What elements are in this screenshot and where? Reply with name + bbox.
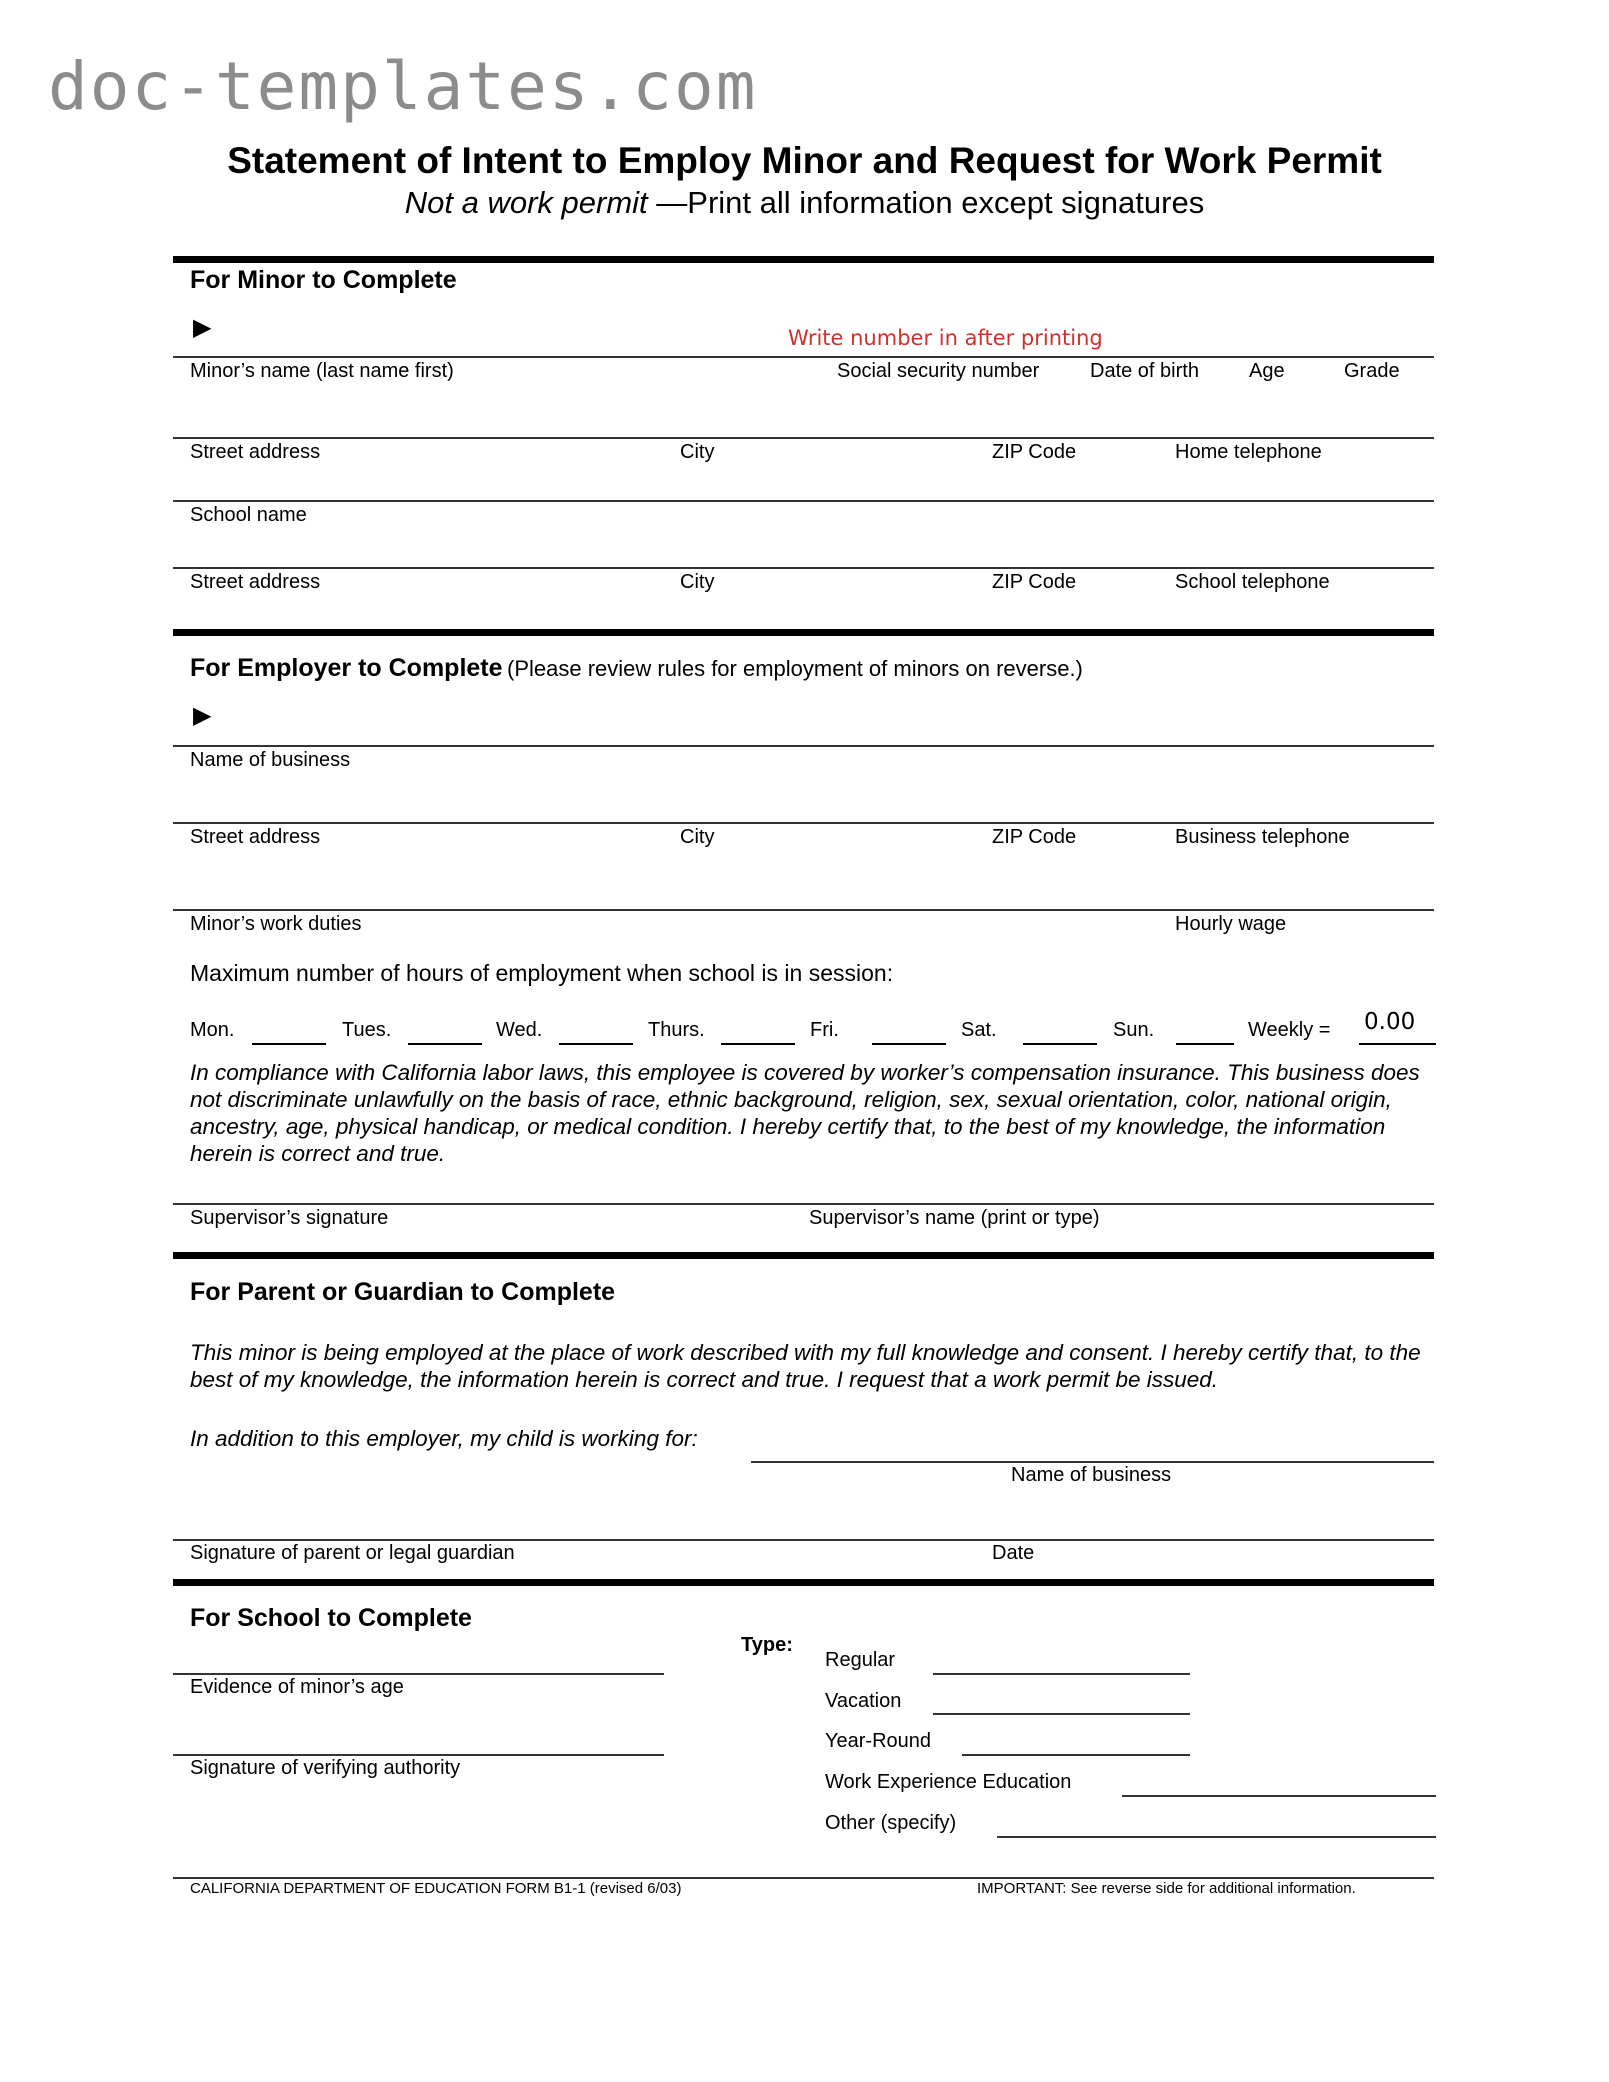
age-label: Age [1249, 360, 1285, 382]
type-wee-field[interactable] [1122, 1795, 1436, 1797]
mon-hours-field[interactable] [252, 1043, 326, 1045]
wed-label: Wed. [496, 1019, 543, 1041]
school-zip-label: ZIP Code [992, 571, 1077, 593]
evidence-age-line[interactable] [173, 1673, 664, 1675]
type-regular-label: Regular [825, 1649, 896, 1671]
home-phone-label: Home telephone [1175, 441, 1322, 463]
school-address-line[interactable] [173, 567, 1434, 569]
subtitle-italic: Not a work permit [404, 185, 648, 220]
mon-label: Mon. [190, 1019, 235, 1041]
fri-hours-field[interactable] [872, 1043, 946, 1045]
minor-zip-label: ZIP Code [992, 441, 1077, 463]
type-label: Type: [741, 1634, 793, 1656]
section-divider-parent [173, 1252, 1434, 1259]
type-regular-field[interactable] [933, 1673, 1190, 1675]
hourly-wage-label: Hourly wage [1175, 913, 1287, 935]
section-divider-employer [173, 629, 1434, 636]
supervisor-name-label: Supervisor’s name (print or type) [809, 1207, 1100, 1229]
watermark: doc-templates.com [48, 48, 758, 125]
employer-heading-note: (Please review rules for employment of minors on reverse.) [507, 656, 1083, 681]
minor-city-label: City [680, 441, 715, 463]
section-divider-minor [173, 256, 1434, 263]
parent-signature-label: Signature of parent or legal guardian [190, 1542, 515, 1564]
business-street-label: Street address [190, 826, 321, 848]
business-phone-label: Business telephone [1175, 826, 1350, 848]
school-section-heading: For School to Complete [190, 1604, 472, 1632]
footer-form-id: CALIFORNIA DEPARTMENT OF EDUCATION FORM B1-1 (revised 6/03) [190, 1880, 682, 1897]
minor-arrow-icon: ▶ [193, 314, 212, 341]
sun-label: Sun. [1113, 1019, 1155, 1041]
sat-label: Sat. [961, 1019, 997, 1041]
business-zip-label: ZIP Code [992, 826, 1077, 848]
weekly-total-field[interactable] [1359, 1043, 1436, 1045]
school-city-label: City [680, 571, 715, 593]
employer-heading-text: For Employer to Complete [190, 654, 503, 682]
form-subtitle [0, 185, 1609, 221]
weekly-label: Weekly = [1248, 1019, 1331, 1041]
type-vacation-label: Vacation [825, 1690, 902, 1712]
school-name-label: School name [190, 504, 307, 526]
additional-business-label: Name of business [1011, 1464, 1172, 1486]
minor-name-label: Minor’s name (last name first) [190, 360, 454, 382]
school-phone-label: School telephone [1175, 571, 1330, 593]
tue-label: Tues. [342, 1019, 392, 1041]
sun-hours-field[interactable] [1176, 1043, 1234, 1045]
wed-hours-field[interactable] [559, 1043, 633, 1045]
supervisor-signature-label: Supervisor’s signature [190, 1207, 389, 1229]
verifying-signature-label: Signature of verifying authority [190, 1757, 461, 1779]
sat-hours-field[interactable] [1023, 1043, 1097, 1045]
business-name-line[interactable] [173, 745, 1434, 747]
parent-date-label: Date [992, 1542, 1035, 1564]
type-wee-label: Work Experience Education [825, 1771, 1072, 1793]
dob-label: Date of birth [1090, 360, 1199, 382]
parent-consent-statement: This minor is being employed at the place of work described with my full knowledge and consent. I hereby certify that, to the best of my knowledge, the information herein is correct and true. I request that a work permit be issued. [190, 1340, 1421, 1392]
business-address-line[interactable] [173, 822, 1434, 824]
minor-name-line[interactable] [173, 356, 1434, 358]
type-other-field[interactable] [997, 1836, 1436, 1838]
form-title: Statement of Intent to Employ Minor and Request for Work Permit [227, 140, 1382, 181]
footer-important: IMPORTANT: See reverse side for additional information. [977, 1880, 1356, 1897]
tue-hours-field[interactable] [408, 1043, 482, 1045]
parent-section-heading: For Parent or Guardian to Complete [190, 1278, 616, 1306]
grade-label: Grade [1344, 360, 1400, 382]
type-year-round-label: Year-Round [825, 1730, 932, 1752]
minor-street-label: Street address [190, 441, 321, 463]
fri-label: Fri. [810, 1019, 839, 1041]
footer-line [173, 1877, 1434, 1879]
parent-signature-line[interactable] [173, 1539, 1434, 1541]
minor-address-line[interactable] [173, 437, 1434, 439]
employer-arrow-icon: ▶ [193, 702, 212, 729]
additional-business-line[interactable] [751, 1461, 1434, 1463]
section-divider-school [173, 1579, 1434, 1586]
weekly-total-value: 0.00 [1364, 1009, 1416, 1035]
type-year-round-field[interactable] [962, 1754, 1190, 1756]
work-duties-line[interactable] [173, 909, 1434, 911]
ssn-note: Write number in after printing [788, 326, 1103, 350]
minor-section-heading: For Minor to Complete [190, 266, 457, 294]
evidence-age-label: Evidence of minor’s age [190, 1676, 404, 1698]
subtitle-rest: —Print all information except signatures [647, 185, 1205, 220]
compliance-statement: In compliance with California labor laws, this employee is covered by worker’s compensation insurance. This business does not discriminate unlawfully on the basis of race, ethnic background, religion, sex, sexual orientation, color, national origin, ancestry, age, physical handicap, or medical condition. I hereby certify that, to the best of my knowledge, the information herein is correct and true. [190, 1060, 1420, 1166]
ssn-label: Social security number [837, 360, 1040, 382]
business-city-label: City [680, 826, 715, 848]
supervisor-signature-line[interactable] [173, 1203, 1434, 1205]
type-vacation-field[interactable] [933, 1713, 1190, 1715]
max-hours-label: Maximum number of hours of employment when school is in session: [190, 960, 894, 986]
thu-hours-field[interactable] [721, 1043, 795, 1045]
school-name-line[interactable] [173, 500, 1434, 502]
employer-section-heading [190, 654, 1083, 683]
work-duties-label: Minor’s work duties [190, 913, 362, 935]
thu-label: Thurs. [648, 1019, 705, 1041]
verifying-signature-line[interactable] [173, 1754, 664, 1756]
school-street-label: Street address [190, 571, 321, 593]
business-name-label: Name of business [190, 749, 351, 771]
type-other-label: Other (specify) [825, 1812, 957, 1834]
additional-employer-label: In addition to this employer, my child is working for: [190, 1426, 698, 1451]
